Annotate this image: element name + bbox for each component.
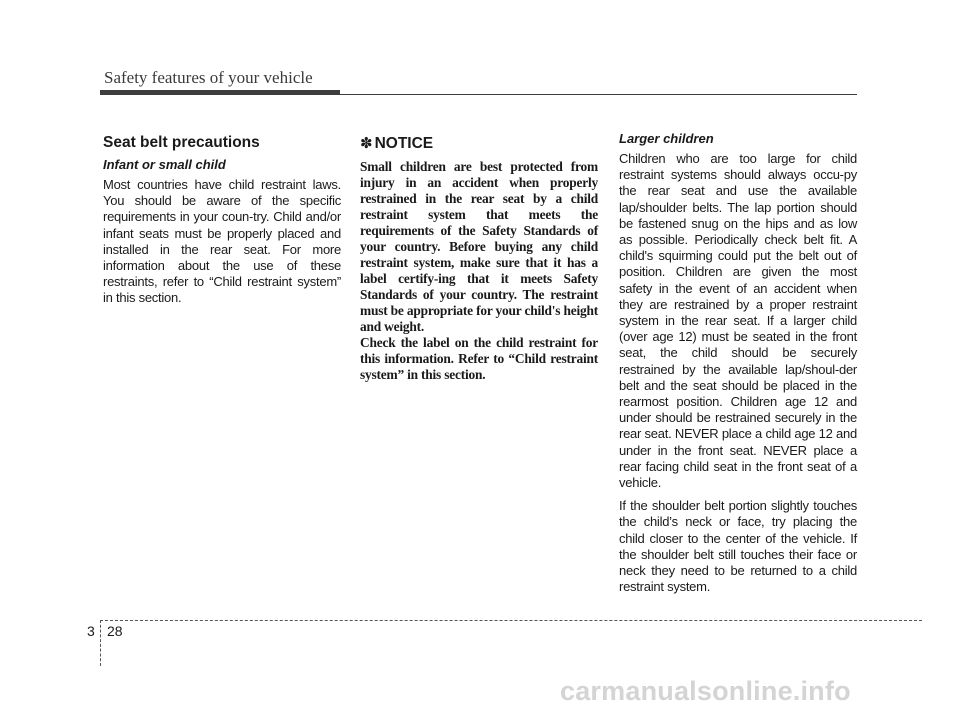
notice-heading-label: NOTICE (374, 135, 434, 152)
page-header-title: Safety features of your vehicle (104, 68, 313, 87)
subheading-infant: Infant or small child (103, 157, 226, 172)
notice-paragraph: Small children are best protected from injury in an accident when properly restrained in the rear seat by a child restraint system that meets the requirements of the Safety Standards of your country. Before buying any child restraint system, make sure that it has a label certify-ing that it meets Safety Standards of your country. The restraint must be appropriate for your child's height and weight. (360, 159, 598, 334)
larger-children-paragraph: Children who are too large for child restraint systems should always occu-py the rear seat and use the available lap/shoulder belts. The lap portion should be fastened snug on the hips and as low as possible. Periodically check belt fit. A child's squirming could put the belt out of position. Children are given the most safety in the event of an accident when they are restrained by a proper restraint system in the rear seat. If a larger child (over age 12) must be seated in the front seat, the child should be securely restrained by the available lap/shoul-der belt and the seat should be placed in the rearmost position. Children age 12 and under should be restrained securely in the rear seat. NEVER place a child age 12 and under in the front seat. NEVER place a rear facing child seat in the front seat of a vehicle. (619, 151, 857, 491)
infant-paragraph: Most countries have child restraint laws. You should be aware of the specific requirements in your coun-try. Child and/or infant seats must be properly placed and installed in the rear seat. For more information about the use of these restraints, refer to “Child restraint system” in this section. (103, 177, 341, 306)
column-seat-belt-precautions (103, 130, 341, 314)
column-notice (360, 130, 598, 383)
shoulder-belt-paragraph: If the shoulder belt portion slightly touches the child’s neck or face, try placing the child closer to the center of the vehicle. If the shoulder belt still touches their face or neck they need to be returned to a child restraint system. (619, 498, 857, 595)
notice-heading (360, 134, 598, 153)
column-larger-children (619, 131, 857, 602)
footer-rule (100, 620, 922, 621)
notice-star-icon: ✽ (360, 134, 373, 152)
section-heading: Seat belt precautions (103, 134, 260, 151)
watermark: carmanualsonline.info (560, 676, 851, 706)
header-rule (100, 94, 857, 95)
page-number: 28 (107, 623, 123, 639)
notice-paragraph-check-label: Check the label on the child restraint for this information. Refer to “Child restraint system” in this section. (360, 335, 598, 382)
chapter-number: 3 (87, 623, 95, 639)
subheading-larger-children: Larger children (619, 131, 714, 146)
footer-divider (100, 620, 101, 666)
